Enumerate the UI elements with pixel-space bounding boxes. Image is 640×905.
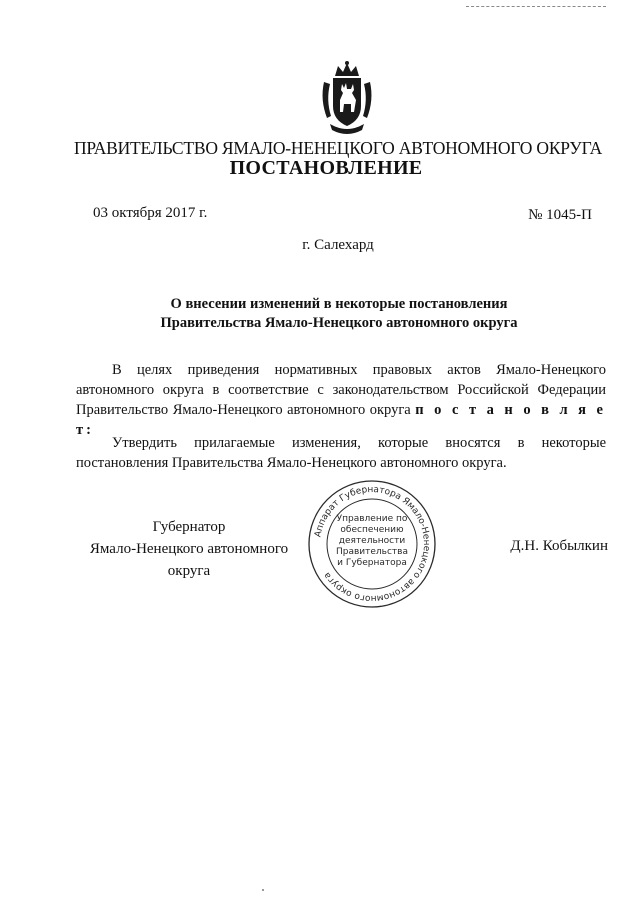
subject-line-2: Правительства Ямало-Ненецкого автономного округа — [160, 315, 518, 331]
signatory-name: Д.Н. Кобылкин — [510, 538, 608, 554]
signatory-title — [76, 516, 302, 582]
stamp-center-text — [328, 514, 416, 569]
body-paragraph-1 — [76, 360, 606, 440]
stamp-line: Управление по — [336, 514, 408, 524]
document-subject — [0, 295, 640, 333]
coat-of-arms-icon — [318, 60, 376, 136]
organization-name: ПРАВИТЕЛЬСТВО ЯМАЛО-НЕНЕЦКОГО АВТОНОМНОГО ОКРУГА — [73, 138, 603, 158]
subject-line-1: О внесении изменений в некоторые постановления — [170, 296, 508, 312]
body-paragraph-2: Утвердить прилагаемые изменения, которые вносятся в некоторые постановления Правительства Ямало-Ненецкого автономного округа. — [76, 435, 606, 471]
paragraph-1-text: В целях приведения нормативных правовых актов Ямало-Ненецкого автономного округа в соответствие с законодательством Российской Федерации Правительство Ямало-Ненецкого автономного округа — [76, 362, 606, 418]
signatory-title-line-2: Ямало-Ненецкого автономного округа — [89, 541, 289, 579]
stamp-line: и Губернатора — [337, 558, 407, 568]
signatory-title-line-1: Губернатор — [152, 519, 226, 535]
document-number: № 1045-П — [528, 207, 592, 223]
document-type: ПОСТАНОВЛЕНИЕ — [229, 157, 423, 179]
resolves-word: п о с т а н о в л я е т: — [76, 402, 606, 438]
document-city: г. Салехард — [302, 237, 374, 253]
stamp-ring-text: Аппарат Губернатора Ямало-Ненецкого автономного округа — [313, 484, 432, 604]
stamp-line: обеспечению — [340, 525, 404, 535]
corner-mark — [466, 6, 606, 7]
scan-dot — [262, 889, 264, 891]
stamp-line: Правительства — [336, 547, 408, 557]
stamp-line: деятельности — [338, 536, 406, 546]
document-date: 03 октября 2017 г. — [93, 205, 208, 221]
